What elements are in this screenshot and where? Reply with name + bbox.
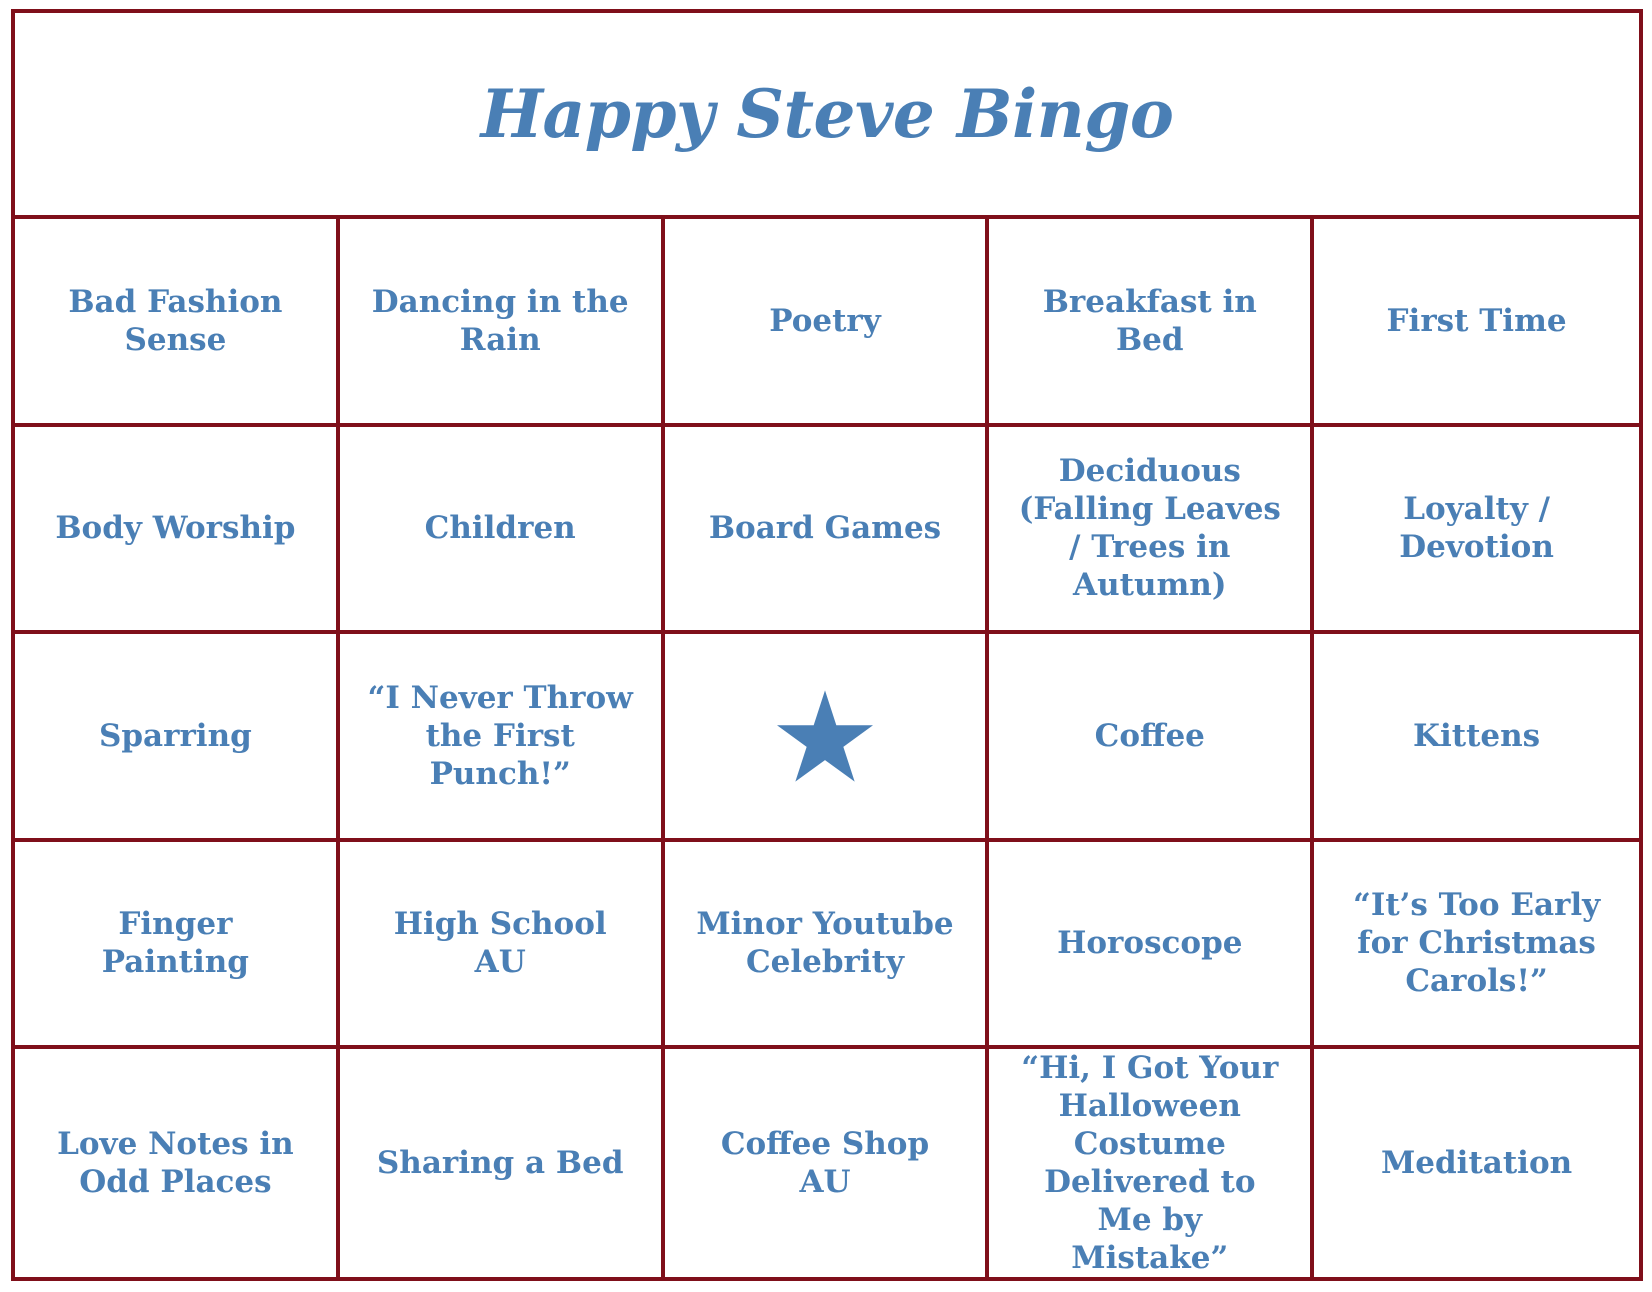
bingo-card bbox=[11, 9, 1643, 1281]
cell-label: Dancing in the Rain bbox=[371, 283, 629, 358]
cell-label: Finger Painting bbox=[101, 906, 249, 981]
bingo-cell[interactable] bbox=[989, 427, 1314, 635]
bingo-cell[interactable] bbox=[340, 842, 665, 1050]
bingo-cell[interactable] bbox=[340, 1049, 665, 1277]
cell-label: Sparring bbox=[98, 717, 252, 754]
cell-label: Minor Youtube Celebrity bbox=[696, 906, 954, 981]
bingo-cell[interactable] bbox=[665, 427, 990, 635]
cell-label: Poetry bbox=[769, 302, 881, 339]
title-row bbox=[15, 13, 1639, 219]
bingo-cell[interactable] bbox=[665, 219, 990, 427]
cell-label: Bad Fashion Sense bbox=[68, 283, 283, 358]
bingo-cell[interactable] bbox=[340, 427, 665, 635]
bingo-cell[interactable] bbox=[340, 219, 665, 427]
bingo-cell[interactable] bbox=[665, 1049, 990, 1277]
cell-label: Sharing a Bed bbox=[376, 1145, 624, 1181]
cell-label: Loyalty / Devotion bbox=[1399, 491, 1554, 566]
bingo-cell[interactable] bbox=[15, 842, 340, 1050]
cell-label: First Time bbox=[1386, 302, 1567, 339]
cell-label: Deciduous (Falling Leaves / Trees in Autumn) bbox=[1018, 453, 1281, 604]
bingo-cell[interactable] bbox=[1314, 1049, 1639, 1277]
bingo-cell[interactable] bbox=[1314, 634, 1639, 842]
bingo-cell[interactable] bbox=[989, 842, 1314, 1050]
page-title: Happy Steve Bingo bbox=[480, 75, 1174, 153]
cell-label: “It’s Too Early for Christmas Carols!” bbox=[1352, 887, 1601, 1000]
cell-label: Coffee Shop AU bbox=[720, 1126, 930, 1200]
bingo-grid bbox=[15, 219, 1639, 1277]
bingo-cell[interactable] bbox=[15, 634, 340, 842]
bingo-cell[interactable] bbox=[340, 634, 665, 842]
cell-label: Horoscope bbox=[1057, 925, 1243, 962]
cell-label: Love Notes in Odd Places bbox=[57, 1126, 294, 1200]
bingo-cell[interactable] bbox=[1314, 842, 1639, 1050]
cell-label: Kittens bbox=[1413, 717, 1541, 754]
cell-label: Breakfast in Bed bbox=[1042, 283, 1257, 358]
bingo-cell[interactable] bbox=[15, 427, 340, 635]
bingo-cell[interactable] bbox=[1314, 219, 1639, 427]
cell-label: Body Worship bbox=[55, 510, 296, 547]
cell-label: “I Never Throw the First Punch!” bbox=[367, 679, 633, 792]
bingo-cell[interactable] bbox=[989, 634, 1314, 842]
bingo-cell[interactable] bbox=[1314, 427, 1639, 635]
bingo-cell[interactable] bbox=[989, 219, 1314, 427]
cell-label: Board Games bbox=[708, 510, 942, 547]
free-space-cell[interactable] bbox=[665, 634, 990, 842]
bingo-cell[interactable] bbox=[15, 1049, 340, 1277]
cell-label: Children bbox=[424, 510, 576, 547]
bingo-cell[interactable] bbox=[15, 219, 340, 427]
cell-label: Meditation bbox=[1380, 1145, 1573, 1181]
cell-label: “Hi, I Got Your Halloween Costume Delivered to Me by Mistake” bbox=[1021, 1050, 1279, 1276]
cell-label: Coffee bbox=[1094, 717, 1205, 754]
bingo-cell[interactable] bbox=[989, 1049, 1314, 1277]
cell-label: High School AU bbox=[393, 906, 607, 981]
bingo-cell[interactable] bbox=[665, 842, 990, 1050]
star-icon bbox=[777, 690, 873, 782]
